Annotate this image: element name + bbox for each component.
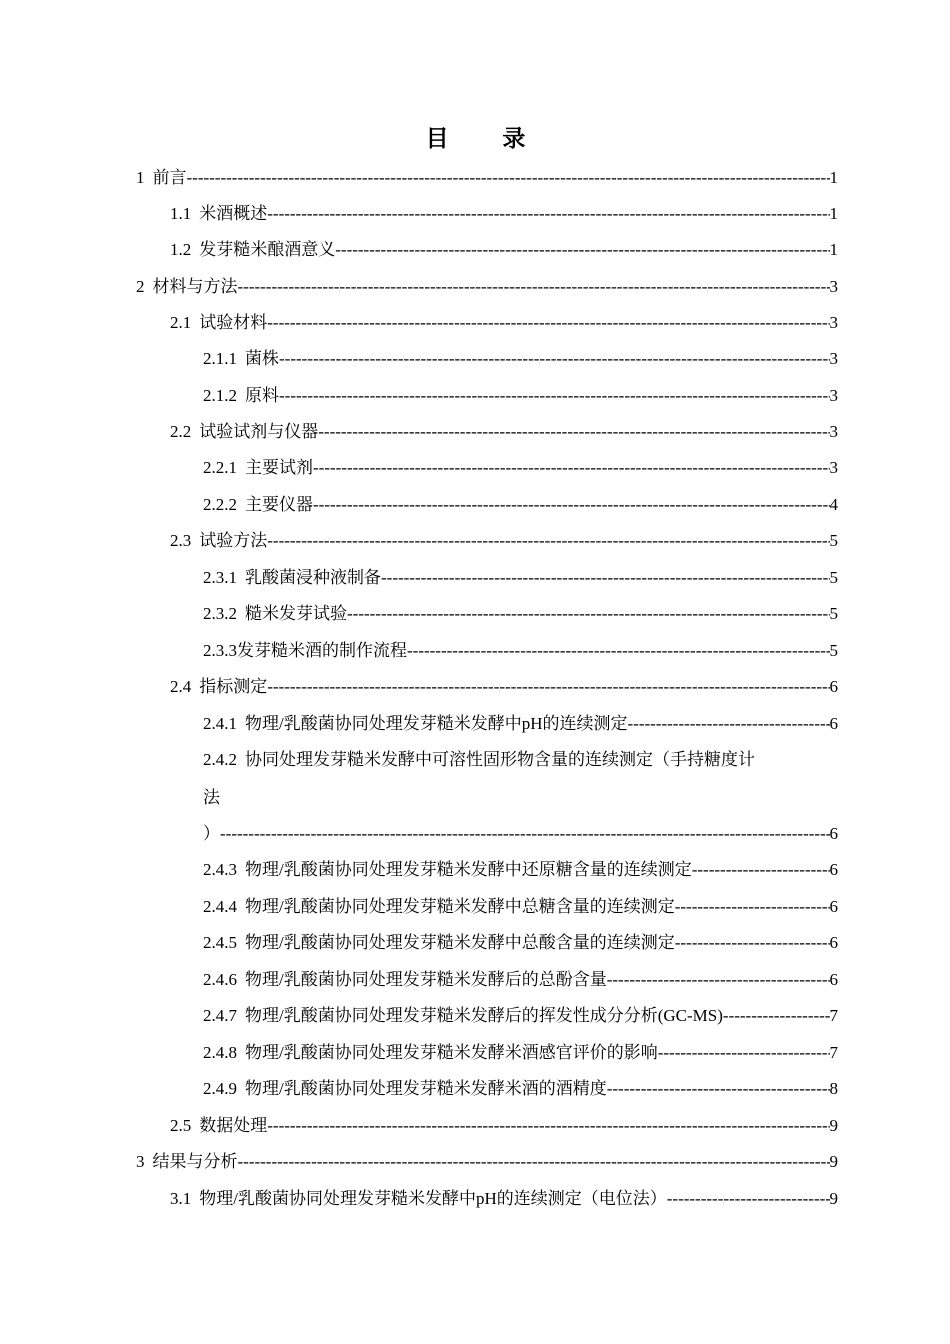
toc-entry-label: 前言: [152, 168, 187, 187]
toc-leader: [267, 523, 829, 559]
toc-entry-number: 2.3.2: [203, 604, 237, 623]
toc-entry-number: 2.1.2: [203, 386, 237, 405]
toc-entry-page: 9: [829, 1152, 838, 1171]
toc-entry[interactable]: [170, 305, 838, 341]
toc-entry[interactable]: [203, 1035, 838, 1071]
toc-entry-number: 2.3: [170, 531, 192, 550]
toc-entry-label: 物理/乳酸菌协同处理发芽糙米发酵米酒感官评价的影响: [245, 1043, 658, 1062]
toc-entry-label: 协同处理发芽糙米发酵中可溶性固形物含量的连续测定（手持糖度计: [245, 750, 755, 769]
toc-entry-page: 6: [829, 970, 838, 989]
toc-leader: [607, 962, 830, 998]
toc-title: 目 录: [425, 126, 550, 151]
toc-entry[interactable]: [203, 706, 838, 742]
toc-entry-number: 2.4: [170, 677, 192, 696]
toc-entry-number: 1.1: [170, 204, 192, 223]
toc-entry-page: 1: [829, 168, 838, 187]
toc-entry[interactable]: [136, 1144, 838, 1180]
toc-entry[interactable]: [203, 560, 838, 596]
toc-entry[interactable]: [170, 1108, 838, 1144]
toc-leader: [267, 1108, 829, 1144]
toc-entry-label: 主要仪器: [245, 495, 313, 514]
toc-entry-page: 5: [829, 604, 838, 623]
toc-entry-label: 发芽糙米酿酒意义: [199, 240, 336, 259]
toc-entry[interactable]: [203, 633, 838, 669]
toc-entry-label: 物理/乳酸菌协同处理发芽糙米发酵米酒的酒精度: [245, 1079, 607, 1098]
toc-entry[interactable]: [203, 378, 838, 414]
toc-entry-page: 5: [829, 568, 838, 587]
toc-entry[interactable]: [170, 232, 838, 268]
toc-entry-page: 6: [829, 824, 838, 843]
toc-entry-number: 2.4.6: [203, 970, 237, 989]
toc-entry-number: 2.2.2: [203, 495, 237, 514]
toc-leader: [238, 269, 830, 305]
toc-leader: [279, 341, 830, 377]
toc-leader: [318, 414, 829, 450]
toc-entry[interactable]: [170, 523, 838, 559]
toc-entry-label-end: ）: [203, 824, 220, 843]
toc-leader: [238, 1144, 830, 1180]
toc-entry-number: 2.1.1: [203, 349, 237, 368]
toc-entry[interactable]: [170, 669, 838, 705]
toc-entry-number: 2.4.9: [203, 1079, 237, 1098]
toc-entry-label: 主要试剂: [245, 458, 313, 477]
toc-leader: [607, 1071, 830, 1107]
toc-entry[interactable]: [203, 1071, 838, 1107]
toc-entry[interactable]: [203, 852, 838, 888]
toc-entry[interactable]: [203, 998, 838, 1034]
toc-entry[interactable]: [136, 160, 838, 196]
toc-entry-page: 1: [829, 204, 838, 223]
toc-leader: [658, 1035, 830, 1071]
toc-leader: [267, 305, 829, 341]
toc-entry-label: 米酒概述: [199, 204, 268, 223]
toc-entry-page: 6: [829, 860, 838, 879]
toc-entry-label: 结果与分析: [152, 1152, 238, 1171]
toc-entry-label: 试验材料: [199, 313, 268, 332]
toc-entry[interactable]: [203, 596, 838, 632]
toc-entry-label: 物理/乳酸菌协同处理发芽糙米发酵中总酸含量的连续测定: [245, 933, 675, 952]
toc-entry-page: 7: [829, 1006, 838, 1025]
toc-leader: [279, 378, 830, 414]
toc-leader: [628, 706, 830, 742]
toc-leader: [692, 852, 830, 888]
toc-entry-number: 1: [136, 168, 145, 187]
toc-entry-number: 1.2: [170, 240, 192, 259]
toc-leader: [187, 160, 830, 196]
toc-entry-number: 2.2: [170, 422, 192, 441]
toc-entry-page: 4: [829, 495, 838, 514]
toc-entry-wrapped-line3[interactable]: [203, 816, 838, 852]
toc-leader: [313, 450, 830, 486]
toc-leader: [313, 487, 830, 523]
toc-entry-label: 材料与方法: [152, 277, 238, 296]
toc-entry-number: 2.1: [170, 313, 192, 332]
toc-entry[interactable]: [203, 962, 838, 998]
toc-entry-label: 糙米发芽试验: [245, 604, 347, 623]
toc-entry[interactable]: [170, 414, 838, 450]
toc-entry[interactable]: [170, 196, 838, 232]
toc-entry-number: 3: [136, 1152, 145, 1171]
toc-entry-number: 3.1: [170, 1189, 192, 1208]
toc-entry-number: 2.4.8: [203, 1043, 237, 1062]
toc-entry-number: 2.3.1: [203, 568, 237, 587]
toc-entry[interactable]: [203, 450, 838, 486]
toc-entry-label: 物理/乳酸菌协同处理发芽糙米发酵后的总酚含量: [245, 970, 607, 989]
toc-leader: [675, 889, 830, 925]
toc-entry-page: 3: [829, 458, 838, 477]
toc-entry-number: 2.3.3: [203, 641, 237, 660]
toc-entry-page: 3: [829, 422, 838, 441]
toc-entry-number: 2.4.1: [203, 714, 237, 733]
toc-entry-page: 3: [829, 349, 838, 368]
toc-entry-label: 物理/乳酸菌协同处理发芽糙米发酵中总糖含量的连续测定: [245, 897, 675, 916]
toc-entry-wrapped-line2: 法: [203, 788, 220, 807]
toc-entry-label: 菌株: [245, 349, 279, 368]
toc-leader: [347, 596, 830, 632]
toc-entry-page: 5: [829, 531, 838, 550]
toc-entry-label: 原料: [245, 386, 279, 405]
toc-entry-number: 2.5: [170, 1116, 192, 1135]
toc-leader: [267, 669, 829, 705]
toc-entry-label: 物理/乳酸菌协同处理发芽糙米发酵中pH的连续测定: [245, 714, 628, 733]
toc-entry-page: 1: [829, 240, 838, 259]
toc-entry-number: 2.4.2: [203, 750, 237, 769]
toc-leader: [267, 196, 829, 232]
toc-entry-number: 2.4.3: [203, 860, 237, 879]
toc-entry-page: 8: [829, 1079, 838, 1098]
toc-leader: [220, 816, 830, 852]
toc-entry[interactable]: [203, 487, 838, 523]
toc-entry-number: 2.2.1: [203, 458, 237, 477]
toc-entry-label: 试验方法: [199, 531, 268, 550]
toc-entry-page: 3: [829, 313, 838, 332]
toc-entry[interactable]: [136, 269, 838, 305]
toc-entry-page: 6: [829, 714, 838, 733]
toc-entry-page: 9: [829, 1116, 838, 1135]
toc-entry-page: 3: [829, 277, 838, 296]
toc-leader: [381, 560, 830, 596]
toc-entry[interactable]: [203, 925, 838, 961]
toc-leader: [723, 998, 830, 1034]
toc-entry-page: 6: [829, 933, 838, 952]
toc-entry-number: 2: [136, 277, 145, 296]
toc-entry-page: 7: [829, 1043, 838, 1062]
toc-entry-label: 物理/乳酸菌协同处理发芽糙米发酵中还原糖含量的连续测定: [245, 860, 692, 879]
toc-leader: [335, 232, 829, 268]
toc-entry-wrapped-line1[interactable]: [203, 742, 755, 778]
toc-entry-number: 2.4.7: [203, 1006, 237, 1025]
toc-entry-page: 9: [829, 1189, 838, 1208]
toc-entry-number: 2.4.4: [203, 897, 237, 916]
toc-entry-page: 6: [829, 677, 838, 696]
toc-entry[interactable]: [203, 889, 838, 925]
toc-entry-label: 乳酸菌浸种液制备: [245, 568, 381, 587]
toc-leader: [675, 925, 830, 961]
toc-entry[interactable]: [203, 341, 838, 377]
toc-leader: [667, 1181, 830, 1217]
toc-leader: [407, 633, 830, 669]
toc-entry-page: 5: [829, 641, 838, 660]
toc-entry-label: 物理/乳酸菌协同处理发芽糙米发酵后的挥发性成分分析(GC-MS): [245, 1006, 723, 1025]
toc-entry-page: 3: [829, 386, 838, 405]
toc-entry-label: 试验试剂与仪器: [199, 422, 319, 441]
toc-entry[interactable]: [170, 1181, 838, 1217]
toc-entry-page: 6: [829, 897, 838, 916]
toc-entry-label: 数据处理: [199, 1116, 268, 1135]
toc-entry-number: 2.4.5: [203, 933, 237, 952]
toc-entry-label: 发芽糙米酒的制作流程: [237, 641, 407, 660]
toc-entry-label: 物理/乳酸菌协同处理发芽糙米发酵中pH的连续测定（电位法）: [199, 1189, 667, 1208]
toc-entry-label: 指标测定: [199, 677, 268, 696]
